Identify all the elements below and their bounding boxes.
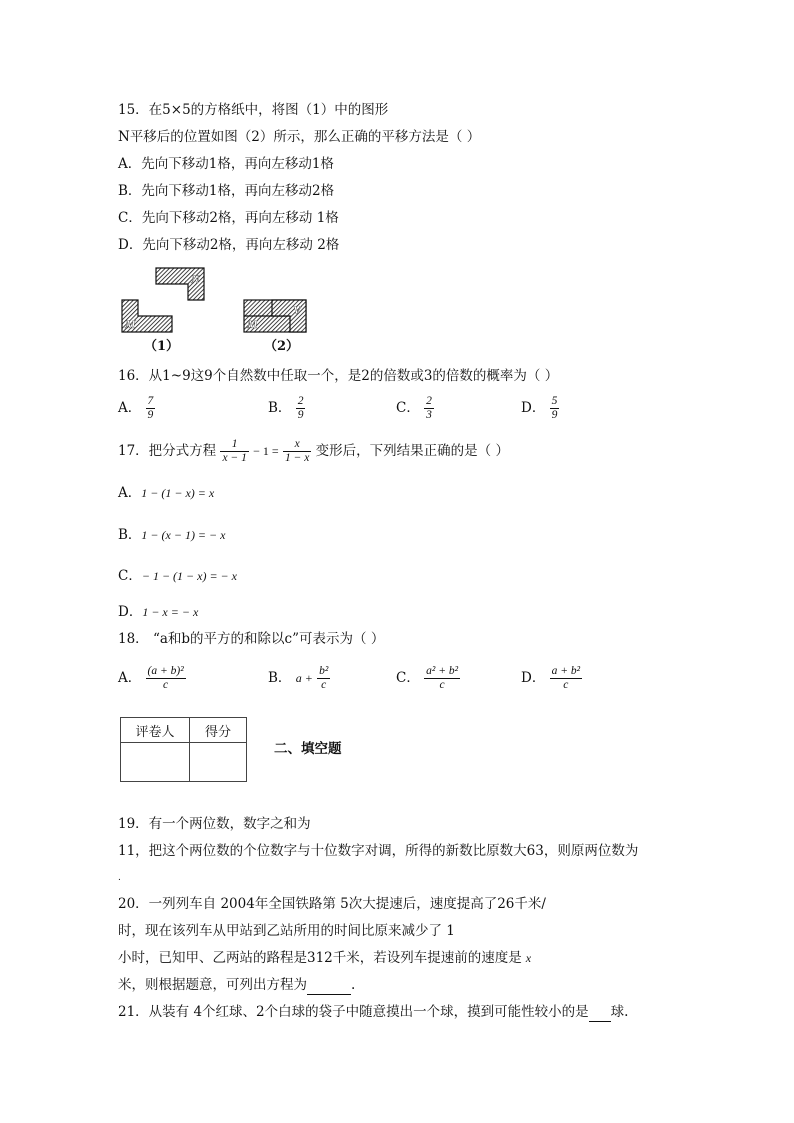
q15-option-a: A．先向下移动1格，再向左移动1格 — [118, 156, 334, 172]
q16-option-b-fraction: $\frac{2}{9}$ — [297, 395, 304, 421]
q18-option-b: B． a + $\frac{\text{b²}}{c}$ — [268, 665, 329, 691]
q17-option-c: C．− 1 − (1 − x) = − x — [118, 568, 237, 584]
q16-option-b: B． $\frac{2}{9}$ — [268, 395, 304, 421]
q15-option-d: D．先向下移动2格，再向左移动 2格 — [118, 237, 340, 253]
q16-option-a: A． $\frac{7}{9}$ — [118, 395, 154, 421]
fig1-label-n: N — [191, 272, 200, 286]
q19-line1: 19．有一个两位数，数字之和为 — [118, 816, 311, 832]
q19-line2: 11，把这个两位数的个位数字与十位数字对调，所得的新数比原数大63，则原两位数为 — [118, 843, 639, 859]
q15-line1: 15．在5×5的方格纸中，将图（1）中的图形 — [118, 102, 389, 118]
score-table-header-grader: 评卷人 — [121, 718, 190, 743]
section-2-title: 二、填空题 — [274, 741, 342, 757]
q16-option-a-fraction: $\frac{7}{9}$ — [147, 395, 154, 421]
q15-line2: N平移后的位置如图（2）所示，那么正确的平移方法是（ ） — [118, 129, 481, 145]
q16-option-c-fraction: $\frac{2}{3}$ — [426, 395, 432, 421]
q16-option-d-fraction: $\frac{5}{9}$ — [551, 395, 558, 421]
fig2-caption: （2） — [264, 339, 300, 354]
score-table-header-score: 得分 — [190, 718, 247, 743]
q18-option-a: A． $\frac{\text{(a + b)²}}{c}$ — [118, 665, 184, 691]
fig2-label-m: M — [247, 317, 258, 331]
q18-option-a-fraction: $\frac{\text{(a + b)²}}{c}$ — [147, 665, 184, 691]
q21-line: 21．从装有 4个红球、2个白球的袋子中随意摸出一个球，摸到可能性较小的是 球. — [118, 1004, 629, 1020]
q17-option-b: B．1 − (x − 1) = − x — [118, 527, 226, 543]
q18-option-d: D． $\frac{\text{a + b²}}{c}$ — [521, 665, 581, 691]
q16-option-c: C． $\frac{2}{3}$ — [396, 395, 432, 421]
q21-answer-blank[interactable] — [589, 1003, 611, 1022]
q17-stem: 17．把分式方程 $\frac{1}{x - 1}$ − 1 = $\frac{x}{1 - x}$ 变形后，下列结果正确的是（ ） — [118, 438, 509, 464]
q20-line2: 时，现在该列车从甲站到乙站所用的时间比原来减少了 1 — [118, 923, 455, 939]
fig2-label-v: V — [293, 303, 302, 317]
fig1-caption: （1） — [144, 339, 180, 354]
q17-option-d: D．1 − x = − x — [118, 604, 199, 620]
fig1-label-m: M — [125, 317, 136, 331]
q20-line3: 小时，已知甲、乙两站的路程是312千米，若设列车提速前的速度是 x — [118, 950, 532, 966]
q18-stem: 18． “a和b的平方的和除以c”可表示为（ ） — [118, 631, 385, 647]
q18-option-d-fraction: $\frac{\text{a + b²}}{c}$ — [551, 665, 581, 691]
q15-option-b: B．先向下移动1格，再向左移动2格 — [118, 183, 335, 199]
q16-stem: 16．从1~9这9个自然数中任取一个，是2的倍数或3的倍数的概率为（ ） — [118, 368, 559, 384]
q15-figure — [118, 264, 328, 356]
q18-option-c-fraction: $\frac{\text{a² + b²}}{c}$ — [426, 665, 459, 691]
q17-frac2: $\frac{x}{1 - x}$ — [285, 438, 310, 464]
q18-option-c: C． $\frac{\text{a² + b²}}{c}$ — [396, 665, 459, 691]
score-table-cell-grader — [121, 743, 190, 782]
q18-option-b-fraction: $\frac{\text{b²}}{c}$ — [319, 665, 329, 691]
score-table-cell-score — [190, 743, 247, 782]
q17-option-a: A．1 − (1 − x) = x — [118, 485, 215, 501]
q20-line1: 20．一列列车自 2004年全国铁路第 5次大提速后，速度提高了26千米/ — [118, 896, 546, 912]
q16-option-d: D． $\frac{5}{9}$ — [521, 395, 558, 421]
q17-frac1: $\frac{1}{x - 1}$ — [222, 438, 247, 464]
q15-option-c: C．先向下移动2格，再向左移动 1格 — [118, 210, 339, 226]
q19-line3: . — [118, 873, 121, 883]
score-table — [120, 717, 247, 782]
q20-answer-blank[interactable] — [307, 976, 351, 995]
q20-line4: 米，则根据题意，可列出方程为 . — [118, 977, 356, 993]
